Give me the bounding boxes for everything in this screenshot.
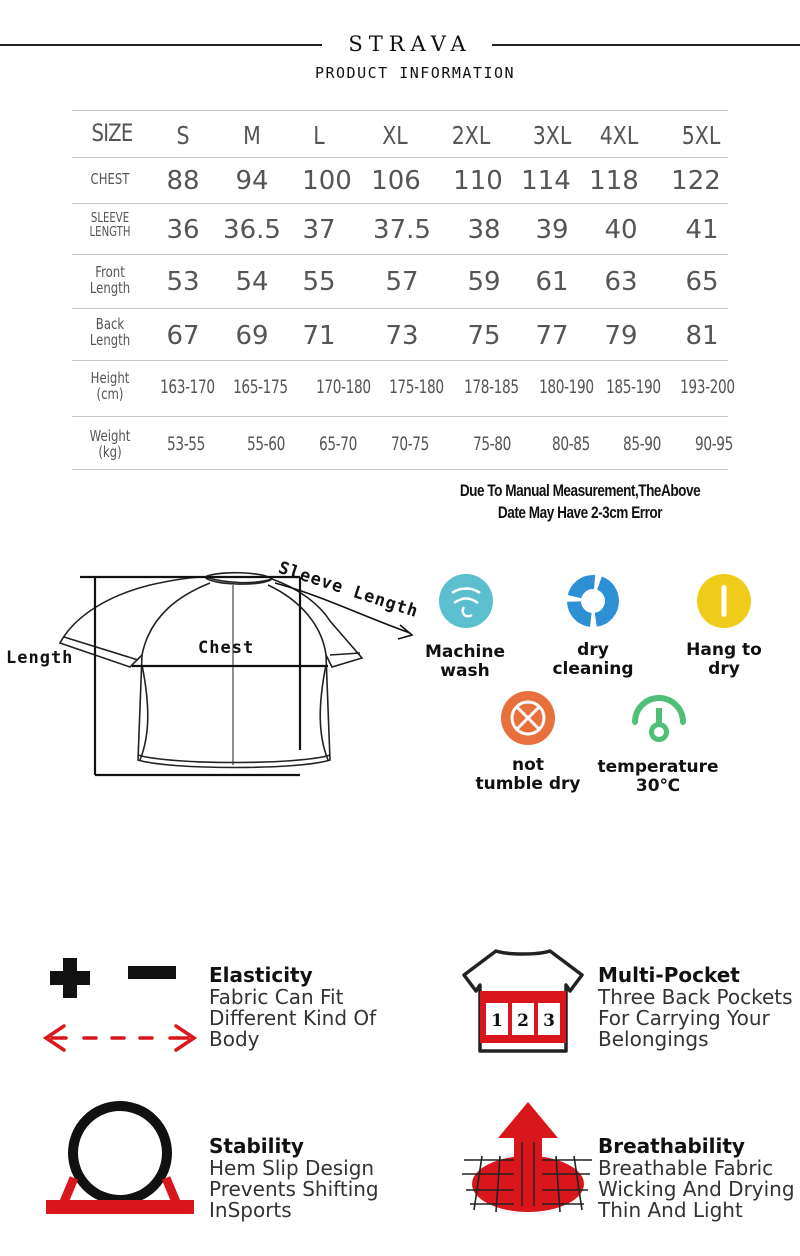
back-length-value: 81 xyxy=(685,321,719,351)
stability-desc-line: InSports xyxy=(209,1198,292,1222)
chest-value: 88 xyxy=(166,166,200,196)
back-length-value: 77 xyxy=(535,321,569,351)
front-length-value: 53 xyxy=(166,267,200,297)
row-label: Weight (kg) xyxy=(89,427,131,461)
back-length-value: 73 xyxy=(385,321,419,351)
breathability-desc-line: Wicking And Drying xyxy=(598,1177,795,1201)
size-cell: 4XL xyxy=(599,121,639,150)
multi-pocket-desc-line: For Carrying Your xyxy=(598,1006,770,1030)
table-row-sleeve xyxy=(72,203,728,255)
sleeve-value: 38 xyxy=(467,215,501,245)
size-cell: 2XL xyxy=(451,121,491,150)
no-tumble-dry-icon xyxy=(500,690,556,746)
table-row-front-length xyxy=(72,254,728,309)
weight-range: 85-90 xyxy=(623,433,661,455)
front-length-value: 63 xyxy=(604,267,638,297)
table-row-back-length xyxy=(72,308,728,361)
stability-desc-line: Prevents Shifting xyxy=(209,1177,379,1201)
chest-value: 118 xyxy=(589,166,639,196)
front-length-value: 55 xyxy=(302,267,336,297)
height-range: 180-190 xyxy=(539,376,594,398)
size-cell: 3XL xyxy=(532,121,572,150)
sleeve-value: 36 xyxy=(166,215,200,245)
measurement-note: Due To Manual Measurement,TheAbove Date May Have 2-3cm Error xyxy=(459,481,701,522)
no-tumble-dry-label: not tumble dry xyxy=(475,755,581,794)
sleeve-value: 39 xyxy=(535,215,569,245)
front-length-value: 59 xyxy=(467,267,501,297)
temperature-label: temperature 30℃ xyxy=(597,757,719,796)
chest-value: 122 xyxy=(671,166,721,196)
brand-title: STRAVA xyxy=(348,32,472,56)
machine-wash-icon xyxy=(438,573,494,629)
row-label: CHEST xyxy=(90,170,130,188)
chest-value: 114 xyxy=(521,166,571,196)
front-length-value: 54 xyxy=(235,267,269,297)
pocket-number: 1 xyxy=(491,1011,503,1031)
back-length-value: 79 xyxy=(604,321,638,351)
multi-pocket-desc-line: Belongings xyxy=(598,1027,709,1051)
hang-dry-label: Hang to dry xyxy=(686,640,762,679)
chest-label: Chest xyxy=(198,638,255,658)
row-label: SLEEVE LENGTH xyxy=(89,211,131,240)
length-label: Length xyxy=(6,648,74,668)
chest-value: 110 xyxy=(453,166,503,196)
dry-cleaning-label: dry cleaning xyxy=(552,640,634,679)
breathability-desc-line: Thin And Light xyxy=(598,1198,743,1222)
size-cell: L xyxy=(313,121,325,150)
table-row-height xyxy=(72,360,735,417)
weight-range: 55-60 xyxy=(247,433,285,455)
machine-wash-label: Machine wash xyxy=(424,642,506,681)
height-range: 185-190 xyxy=(606,376,661,398)
size-cell: XL xyxy=(382,121,408,150)
back-length-value: 71 xyxy=(302,321,336,351)
height-range: 165-175 xyxy=(233,376,288,398)
dry-cleaning-icon xyxy=(565,573,621,629)
size-header-label: SIZE xyxy=(91,119,133,147)
sleeve-value: 36.5 xyxy=(223,215,281,245)
weight-range: 75-80 xyxy=(473,433,511,455)
hang-dry-icon xyxy=(696,573,752,629)
stability-title: Stability xyxy=(209,1134,304,1158)
elasticity-desc-line: Different Kind Of xyxy=(209,1006,377,1030)
breathability-desc-line: Breathable Fabric xyxy=(598,1156,774,1180)
size-cell: S xyxy=(176,121,190,150)
sleeve-value: 37 xyxy=(302,215,336,245)
weight-range: 80-85 xyxy=(552,433,590,455)
elasticity-desc-line: Body xyxy=(209,1027,260,1051)
back-length-value: 69 xyxy=(235,321,269,351)
size-cell: 5XL xyxy=(681,121,721,150)
elasticity-title: Elasticity xyxy=(209,963,313,987)
multi-pocket-title: Multi-Pocket xyxy=(598,963,740,987)
front-length-value: 65 xyxy=(685,267,719,297)
height-range: 193-200 xyxy=(680,376,735,398)
pocket-jersey-icon xyxy=(458,945,588,1057)
height-range: 170-180 xyxy=(316,376,371,398)
back-length-value: 67 xyxy=(166,321,200,351)
breathability-icon xyxy=(456,1098,596,1223)
pocket-number: 3 xyxy=(543,1011,555,1031)
product-info-subtitle: PRODUCT INFORMATION xyxy=(314,64,516,82)
pocket-number: 2 xyxy=(517,1011,529,1031)
row-label: Back Length xyxy=(89,315,131,349)
table-row-chest xyxy=(72,157,728,204)
front-length-value: 57 xyxy=(385,267,419,297)
row-label: Front Length xyxy=(89,263,131,297)
sleeve-value: 41 xyxy=(685,215,719,245)
front-length-value: 61 xyxy=(535,267,569,297)
sleeve-value: 37.5 xyxy=(373,215,431,245)
breathability-title: Breathability xyxy=(598,1134,745,1158)
weight-range: 53-55 xyxy=(167,433,205,455)
height-range: 175-180 xyxy=(389,376,444,398)
stability-icon xyxy=(40,1098,200,1223)
table-row-weight xyxy=(72,416,733,470)
multi-pocket-desc-line: Three Back Pockets xyxy=(598,985,793,1009)
size-cell: M xyxy=(243,121,261,150)
row-label: Height (cm) xyxy=(90,369,130,403)
stability-desc-line: Hem Slip Design xyxy=(209,1156,375,1180)
table-header-row xyxy=(72,110,728,158)
chest-value: 100 xyxy=(302,166,352,196)
elasticity-icon xyxy=(40,950,200,1060)
temperature-icon xyxy=(628,690,690,746)
sleeve-length-label: Sleeve Length xyxy=(275,558,421,623)
elasticity-desc-line: Fabric Can Fit xyxy=(209,985,344,1009)
weight-range: 65-70 xyxy=(319,433,357,455)
chest-value: 106 xyxy=(371,166,421,196)
weight-range: 90-95 xyxy=(695,433,733,455)
back-length-value: 75 xyxy=(467,321,501,351)
sleeve-value: 40 xyxy=(604,215,638,245)
height-range: 163-170 xyxy=(160,376,215,398)
chest-value: 94 xyxy=(235,166,269,196)
jersey-measurement-diagram xyxy=(0,555,440,790)
weight-range: 70-75 xyxy=(391,433,429,455)
height-range: 178-185 xyxy=(464,376,519,398)
